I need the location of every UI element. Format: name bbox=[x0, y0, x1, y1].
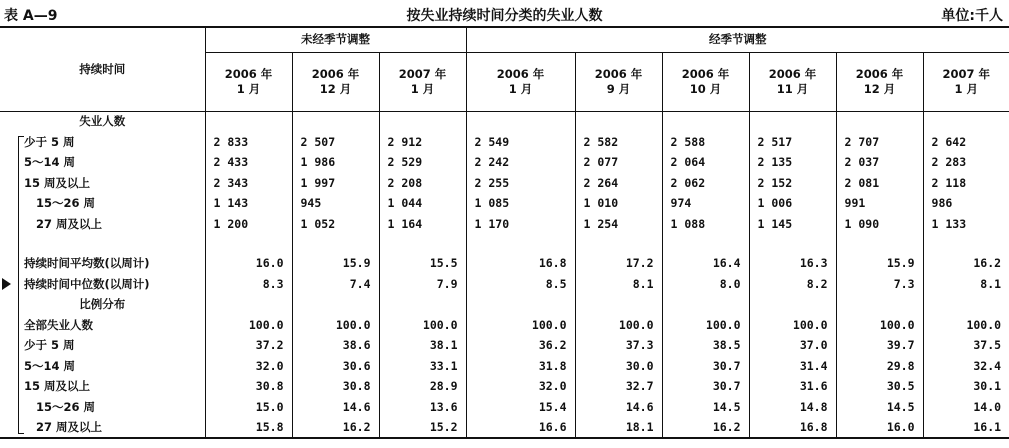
row-label: 15～26 周 bbox=[36, 196, 96, 210]
table-cell: 1 254 bbox=[575, 214, 662, 235]
table-cell: 37.0 bbox=[749, 336, 836, 357]
table-cell: 2 255 bbox=[466, 173, 575, 194]
column-header-year: 2006 年 bbox=[496, 66, 545, 81]
column-header bbox=[379, 53, 466, 112]
table-row bbox=[0, 377, 1009, 398]
table-cell bbox=[662, 295, 749, 316]
table-cell: 2 283 bbox=[923, 153, 1009, 174]
table-cell bbox=[292, 235, 379, 254]
table-cell: 17.2 bbox=[575, 254, 662, 275]
table-cell: 1 145 bbox=[749, 214, 836, 235]
column-header bbox=[466, 53, 575, 112]
table-cell: 1 052 bbox=[292, 214, 379, 235]
table-cell: 1 986 bbox=[292, 153, 379, 174]
table-cell: 15.0 bbox=[205, 397, 292, 418]
row-label: 15 周及以上 bbox=[24, 175, 91, 190]
table-cell: 2 264 bbox=[575, 173, 662, 194]
table-cell bbox=[379, 235, 466, 254]
row-label: 比例分布 bbox=[79, 297, 126, 311]
column-header-year: 2006 年 bbox=[311, 66, 360, 81]
table-cell: 29.8 bbox=[836, 356, 923, 377]
table-cell: 15.9 bbox=[292, 254, 379, 275]
unit-label: 单位:千人 bbox=[941, 8, 1003, 24]
table-cell: 2 912 bbox=[379, 132, 466, 153]
row-label-header: 持续时间 bbox=[0, 27, 205, 112]
table-cell: 2 077 bbox=[575, 153, 662, 174]
table-cell bbox=[836, 112, 923, 133]
column-header-month: 9 月 bbox=[606, 82, 631, 96]
column-header bbox=[292, 53, 379, 112]
table-cell: 38.1 bbox=[379, 336, 466, 357]
table-row bbox=[0, 214, 1009, 235]
table-cell: 2 707 bbox=[836, 132, 923, 153]
table-cell: 30.5 bbox=[836, 377, 923, 398]
table-cell bbox=[292, 295, 379, 316]
table-cell: 30.6 bbox=[292, 356, 379, 377]
table-cell: 8.2 bbox=[749, 274, 836, 295]
table-cell: 100.0 bbox=[749, 315, 836, 336]
table-cell: 1 997 bbox=[292, 173, 379, 194]
table-cell bbox=[466, 112, 575, 133]
table-cell bbox=[379, 112, 466, 133]
table-cell: 986 bbox=[923, 194, 1009, 215]
table-cell bbox=[662, 235, 749, 254]
table-cell: 100.0 bbox=[923, 315, 1009, 336]
table-cell bbox=[205, 235, 292, 254]
row-label: 少于 5 周 bbox=[24, 134, 75, 149]
table-cell bbox=[662, 112, 749, 133]
table-cell bbox=[205, 295, 292, 316]
table-cell: 2 037 bbox=[836, 153, 923, 174]
column-header-year: 2006 年 bbox=[855, 66, 904, 81]
table-cell: 14.0 bbox=[923, 397, 1009, 418]
table-cell: 30.0 bbox=[575, 356, 662, 377]
table-cell: 37.5 bbox=[923, 336, 1009, 357]
table-cell bbox=[292, 112, 379, 133]
table-cell: 100.0 bbox=[292, 315, 379, 336]
table-row bbox=[0, 315, 1009, 336]
table-cell: 2 529 bbox=[379, 153, 466, 174]
row-label: 持续时间中位数(以周计) bbox=[24, 276, 150, 291]
table-cell bbox=[205, 112, 292, 133]
table-cell: 2 833 bbox=[205, 132, 292, 153]
table-cell: 2 062 bbox=[662, 173, 749, 194]
table-cell: 31.4 bbox=[749, 356, 836, 377]
table-cell: 14.8 bbox=[749, 397, 836, 418]
column-header bbox=[575, 53, 662, 112]
table-cell: 16.2 bbox=[923, 254, 1009, 275]
table-cell: 18.1 bbox=[575, 418, 662, 439]
row-label: 15～26 周 bbox=[36, 399, 96, 414]
column-header-month: 1 月 bbox=[508, 82, 533, 96]
table-row bbox=[0, 132, 1009, 153]
table-cell bbox=[923, 295, 1009, 316]
row-label: 失业人数 bbox=[79, 114, 126, 129]
table-cell: 1 133 bbox=[923, 214, 1009, 235]
table-cell: 28.9 bbox=[379, 377, 466, 398]
table-cell: 100.0 bbox=[836, 315, 923, 336]
table-cell: 30.8 bbox=[292, 377, 379, 398]
table-row bbox=[0, 194, 1009, 215]
table-cell: 31.8 bbox=[466, 356, 575, 377]
column-header-year: 2006 年 bbox=[768, 66, 817, 81]
table-row bbox=[0, 336, 1009, 357]
table-cell: 2 507 bbox=[292, 132, 379, 153]
table-cell: 7.9 bbox=[379, 274, 466, 295]
table-cell: 31.6 bbox=[749, 377, 836, 398]
column-header bbox=[205, 53, 292, 112]
table-cell bbox=[749, 295, 836, 316]
table-row bbox=[0, 418, 1009, 439]
column-header-month: 1 月 bbox=[954, 82, 979, 96]
table-cell: 1 006 bbox=[749, 194, 836, 215]
column-header bbox=[662, 53, 749, 112]
table-cell: 16.8 bbox=[466, 254, 575, 275]
table-cell: 32.4 bbox=[923, 356, 1009, 377]
row-label bbox=[0, 235, 205, 254]
column-header-month: 10 月 bbox=[689, 82, 722, 96]
table-cell: 1 200 bbox=[205, 214, 292, 235]
column-header-month: 12 月 bbox=[319, 82, 352, 96]
table-cell bbox=[575, 112, 662, 133]
table-cell: 945 bbox=[292, 194, 379, 215]
table-cell: 2 118 bbox=[923, 173, 1009, 194]
table-cell: 37.3 bbox=[575, 336, 662, 357]
column-header-month: 1 月 bbox=[410, 82, 435, 96]
table-cell bbox=[749, 112, 836, 133]
row-label: 少于 5 周 bbox=[24, 338, 75, 352]
table-body bbox=[0, 112, 1009, 439]
table-cell: 7.3 bbox=[836, 274, 923, 295]
row-label: 持续时间平均数(以周计) bbox=[24, 256, 150, 270]
table-cell: 2 064 bbox=[662, 153, 749, 174]
row-marker-arrow-icon bbox=[2, 278, 11, 290]
table-cell bbox=[466, 235, 575, 254]
table-cell: 36.2 bbox=[466, 336, 575, 357]
table-cell: 14.5 bbox=[836, 397, 923, 418]
column-header-year: 2006 年 bbox=[681, 66, 730, 81]
table-cell: 2 582 bbox=[575, 132, 662, 153]
table-cell: 32.0 bbox=[205, 356, 292, 377]
table-cell: 15.4 bbox=[466, 397, 575, 418]
column-header-year: 2006 年 bbox=[224, 66, 273, 81]
table-cell: 38.5 bbox=[662, 336, 749, 357]
group-header-sa: 经季节调整 bbox=[466, 27, 1009, 53]
table-cell: 100.0 bbox=[575, 315, 662, 336]
table-cell: 15.8 bbox=[205, 418, 292, 439]
table-cell: 2 517 bbox=[749, 132, 836, 153]
section-row bbox=[0, 112, 1009, 133]
table-cell: 100.0 bbox=[466, 315, 575, 336]
table-cell: 13.6 bbox=[379, 397, 466, 418]
table-row bbox=[0, 254, 1009, 275]
table-cell: 2 242 bbox=[466, 153, 575, 174]
table-cell: 2 588 bbox=[662, 132, 749, 153]
table-cell bbox=[836, 235, 923, 254]
table-cell: 14.6 bbox=[292, 397, 379, 418]
title-bar bbox=[0, 0, 1009, 26]
section-row bbox=[0, 295, 1009, 316]
table-cell: 1 170 bbox=[466, 214, 575, 235]
table-cell: 8.1 bbox=[575, 274, 662, 295]
table-cell: 15.5 bbox=[379, 254, 466, 275]
table-cell: 991 bbox=[836, 194, 923, 215]
table-cell: 37.2 bbox=[205, 336, 292, 357]
column-header-month: 1 月 bbox=[236, 82, 261, 96]
table-cell: 2 433 bbox=[205, 153, 292, 174]
table-cell bbox=[923, 112, 1009, 133]
column-header-year: 2007 年 bbox=[398, 66, 447, 81]
table-cell: 1 044 bbox=[379, 194, 466, 215]
table-cell: 1 090 bbox=[836, 214, 923, 235]
table-cell: 33.1 bbox=[379, 356, 466, 377]
table-cell: 8.1 bbox=[923, 274, 1009, 295]
table-cell: 8.3 bbox=[205, 274, 292, 295]
table-cell: 100.0 bbox=[205, 315, 292, 336]
table-cell: 16.8 bbox=[749, 418, 836, 439]
column-header bbox=[836, 53, 923, 112]
table-cell: 16.1 bbox=[923, 418, 1009, 439]
table-cell: 16.2 bbox=[292, 418, 379, 439]
table-id: 表 A—9 bbox=[4, 8, 58, 24]
table-cell: 2 208 bbox=[379, 173, 466, 194]
spacer-row bbox=[0, 235, 1009, 254]
table-cell: 1 143 bbox=[205, 194, 292, 215]
table-cell: 8.5 bbox=[466, 274, 575, 295]
table-cell: 8.0 bbox=[662, 274, 749, 295]
column-header-year: 2007 年 bbox=[942, 66, 991, 81]
row-label: 5～14 周 bbox=[24, 358, 76, 373]
table-cell: 32.7 bbox=[575, 377, 662, 398]
column-header-month: 12 月 bbox=[863, 82, 896, 96]
table-cell: 2 135 bbox=[749, 153, 836, 174]
table-cell: 2 549 bbox=[466, 132, 575, 153]
table-cell: 2 152 bbox=[749, 173, 836, 194]
table-cell: 16.0 bbox=[836, 418, 923, 439]
table-cell: 16.6 bbox=[466, 418, 575, 439]
table-cell: 15.2 bbox=[379, 418, 466, 439]
table-title: 按失业持续时间分类的失业人数 bbox=[406, 8, 603, 24]
group-header-nsa: 未经季节调整 bbox=[205, 27, 466, 53]
table-cell: 14.6 bbox=[575, 397, 662, 418]
row-label: 27 周及以上 bbox=[36, 216, 103, 231]
section-bracket bbox=[18, 136, 19, 434]
table-row bbox=[0, 397, 1009, 418]
table-cell: 16.0 bbox=[205, 254, 292, 275]
table-cell: 30.1 bbox=[923, 377, 1009, 398]
unemployment-duration-table bbox=[0, 26, 1009, 439]
table-cell: 2 343 bbox=[205, 173, 292, 194]
table-cell: 1 164 bbox=[379, 214, 466, 235]
table-cell: 16.3 bbox=[749, 254, 836, 275]
table-cell: 16.2 bbox=[662, 418, 749, 439]
column-header-month: 11 月 bbox=[776, 82, 809, 96]
table-cell: 1 088 bbox=[662, 214, 749, 235]
table-cell: 30.7 bbox=[662, 377, 749, 398]
table-cell: 32.0 bbox=[466, 377, 575, 398]
table-cell bbox=[575, 295, 662, 316]
table-row bbox=[0, 153, 1009, 174]
row-label: 27 周及以上 bbox=[0, 418, 205, 439]
table-cell: 100.0 bbox=[379, 315, 466, 336]
table-cell bbox=[836, 295, 923, 316]
table-cell: 39.7 bbox=[836, 336, 923, 357]
table-cell bbox=[575, 235, 662, 254]
table-cell: 1 085 bbox=[466, 194, 575, 215]
table-cell bbox=[923, 235, 1009, 254]
table-row bbox=[0, 356, 1009, 377]
table-cell: 14.5 bbox=[662, 397, 749, 418]
table-row bbox=[0, 274, 1009, 295]
column-header bbox=[749, 53, 836, 112]
table-cell bbox=[466, 295, 575, 316]
table-cell: 1 010 bbox=[575, 194, 662, 215]
row-label: 全部失业人数 bbox=[24, 317, 93, 332]
table-cell: 100.0 bbox=[662, 315, 749, 336]
table-cell: 7.4 bbox=[292, 274, 379, 295]
row-label: 15 周及以上 bbox=[24, 379, 91, 393]
table-cell: 2 081 bbox=[836, 173, 923, 194]
table-cell: 15.9 bbox=[836, 254, 923, 275]
row-label: 5～14 周 bbox=[24, 155, 76, 169]
table-cell: 2 642 bbox=[923, 132, 1009, 153]
table-cell: 974 bbox=[662, 194, 749, 215]
table-row bbox=[0, 173, 1009, 194]
table-cell: 30.8 bbox=[205, 377, 292, 398]
column-header bbox=[923, 53, 1009, 112]
table-cell: 38.6 bbox=[292, 336, 379, 357]
column-header-year: 2006 年 bbox=[594, 66, 643, 81]
table-cell: 30.7 bbox=[662, 356, 749, 377]
table-cell: 16.4 bbox=[662, 254, 749, 275]
table-cell bbox=[379, 295, 466, 316]
table-cell bbox=[749, 235, 836, 254]
